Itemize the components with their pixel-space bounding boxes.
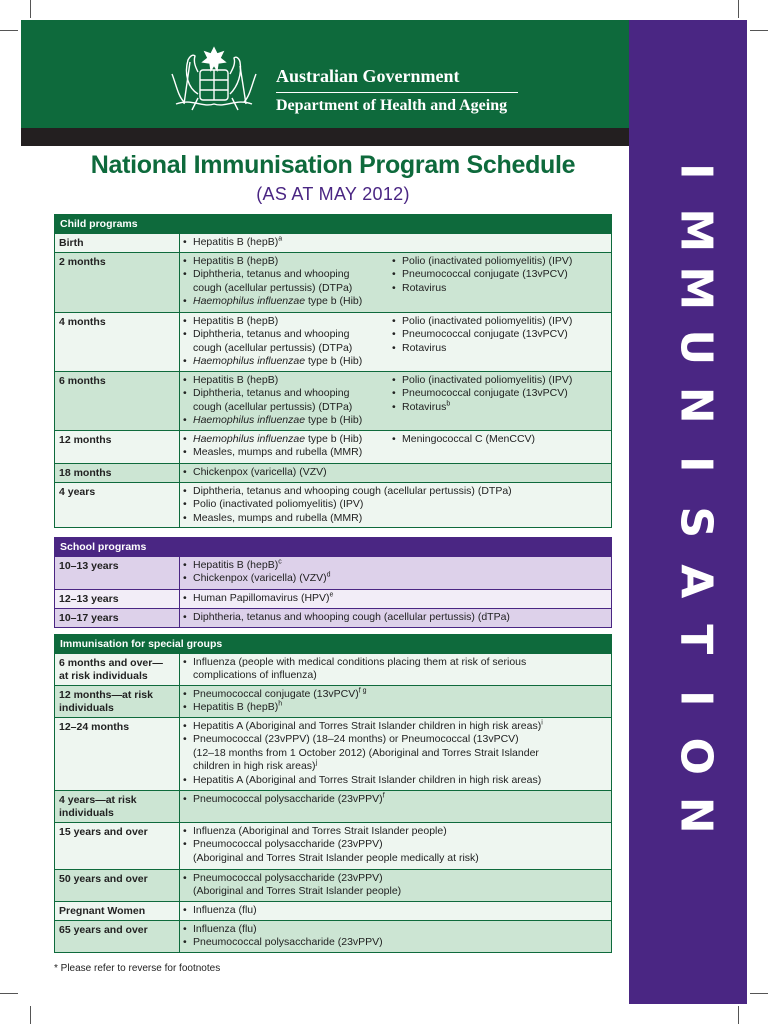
list-item: • Pneumococcal conjugate (13vPCV) [392,328,611,341]
banner-letter: I [670,163,722,180]
list-item: • Diphtheria, tetanus and whooping cough (acellular pertussis) (DTPa) [183,485,611,498]
crop-mark [738,1006,739,1024]
list-item: • Rotavirus [392,342,611,355]
list-item: • Pneumococcal polysaccharide (23vPPV) [183,936,611,949]
row-label: 15 years and over [55,823,180,869]
row-label: 12–24 months [55,718,180,790]
list-item: • Chickenpox (varicella) (VZV)$^d$ [183,572,611,585]
table-row [55,717,611,790]
row-label: 6 months [55,372,180,430]
row-content [180,234,611,252]
table-row [55,608,611,627]
table-row [55,589,611,608]
child-programs-table [54,214,612,528]
banner-letter: N [670,796,722,834]
list-item: • Diphtheria, tetanus and whooping cough (acellular pertussis) (dTPa) [183,611,611,624]
row-content [180,483,611,527]
list-item: • Diphtheria, tetanus and whooping [183,328,392,341]
row-label: 2 months [55,253,180,312]
list-item-continued: (Aboriginal and Torres Strait Islander people medically at risk) [193,851,479,864]
list-item: • Influenza (flu) [183,904,611,917]
side-banner-text [629,142,747,844]
list-item: • Influenza (flu) [183,923,611,936]
list-item: • Polio (inactivated poliomyelitis) (IPV) [183,498,611,511]
row-content [180,590,611,608]
crop-mark [0,30,18,31]
row-content [180,372,611,430]
crop-mark [750,993,768,994]
row-content [180,431,611,463]
row-label: Pregnant Women [55,902,180,920]
list-item: • Pneumococcal conjugate (13vPCV)$^{f g}$ [183,688,611,701]
list-item: • Rotavirus$^b$ [392,401,611,414]
list-item: • Hepatitis B (hepB)$^c$ [183,559,611,572]
row-content [180,823,611,869]
list-item-continued: cough (acellular pertussis) (DTPa) [193,400,353,413]
list-item: • Rotavirus [392,282,611,295]
row-content [180,253,611,312]
list-item: • Haemophilus influenzae type b (Hib) [183,355,392,368]
table-row [55,653,611,685]
crop-mark [750,30,768,31]
list-item: • Hepatitis B (hepB)$^h$ [183,701,611,714]
row-label: 10–13 years [55,557,180,589]
list-item: • Influenza (people with medical conditions placing them at risk of serious [183,656,611,669]
row-label: Birth [55,234,180,252]
list-item-continued: cough (acellular pertussis) (DTPa) [193,281,353,294]
list-item: • Haemophilus influenzae type b (Hib) [183,414,392,427]
row-label: 12 months [55,431,180,463]
table-row [55,430,611,463]
row-content [180,654,611,685]
row-label: 10–17 years [55,609,180,627]
crop-mark [30,1006,31,1024]
row-label: 12–13 years [55,590,180,608]
table-row [55,252,611,312]
table-row [55,312,611,371]
section-heading: Immunisation for special groups [55,635,611,653]
government-title: Australian Government [276,66,460,86]
list-item: • Pneumococcal polysaccharide (23vPPV) [183,872,611,885]
banner-letter: O [670,737,722,775]
row-content [180,718,611,790]
list-item-continued: complications of influenza) [193,669,317,682]
page-title: National Immunisation Program Schedule [90,151,576,179]
table-row [55,371,611,430]
list-item: • Meningococcal C (MenCCV) [392,433,611,446]
school-programs-table [54,537,612,628]
banner-letter: T [670,624,722,655]
list-item: • Measles, mumps and rubella (MMR) [183,446,392,459]
list-item: • Pneumococcal polysaccharide (23vPPV) [183,838,611,851]
list-item: • Pneumococcal (23vPPV) (18–24 months) or Pneumococcal (13vPCV) [183,733,611,746]
banner-letter: M [670,207,722,252]
crop-mark [0,993,18,994]
row-content [180,902,611,920]
table-row [55,685,611,717]
banner-letter: S [670,506,722,539]
list-item: • Diphtheria, tetanus and whooping [183,268,392,281]
coat-of-arms-icon [162,44,266,116]
table-row [55,556,611,589]
row-label: 18 months [55,464,180,482]
row-label: 4 years [55,483,180,527]
table-row [55,901,611,920]
row-content [180,313,611,371]
row-content [180,464,611,482]
footnote: * Please refer to reverse for footnotes [54,963,221,974]
banner-letter: M [670,266,722,311]
crop-mark [738,0,739,18]
list-item: • Hepatitis B (hepB) [183,315,392,328]
list-item: • Hepatitis A (Aboriginal and Torres Strait Islander children in high risk areas)$^i$ [183,720,611,733]
list-item: • Hepatitis B (hepB) [183,374,392,387]
list-item: • Diphtheria, tetanus and whooping [183,387,392,400]
list-item: • Pneumococcal conjugate (13vPCV) [392,387,611,400]
table-row [55,482,611,527]
list-item: • Hepatitis A (Aboriginal and Torres Strait Islander children in high risk areas) [183,774,611,787]
list-item: • Haemophilus influenzae type b (Hib) [183,433,392,446]
row-content [180,557,611,589]
row-label: 4 years—at risk individuals [55,791,180,822]
table-row [55,233,611,252]
list-item: • Pneumococcal polysaccharide (23vPPV)$^f$ [183,793,611,806]
row-label: 6 months and over— at risk individuals [55,654,180,685]
header-divider [276,92,518,93]
section-heading: Child programs [55,215,611,233]
banner-letter: I [670,689,722,706]
banner-letter: N [670,386,722,424]
row-label: 4 months [55,313,180,371]
list-item: • Haemophilus influenzae type b (Hib) [183,295,392,308]
list-item: • Influenza (Aboriginal and Torres Strait Islander people) [183,825,611,838]
row-content [180,609,611,627]
list-item-continued: children in high risk areas)$^j$ [193,759,318,773]
page-subtitle: (AS AT MAY 2012) [256,184,410,204]
list-item-continued: (12–18 months from 1 October 2012) (Aboriginal and Torres Strait Islander [193,746,539,759]
banner-letter: I [670,455,722,472]
list-item: • Polio (inactivated poliomyelitis) (IPV) [392,315,611,328]
banner-letter: U [670,328,722,365]
special-groups-table [54,634,612,953]
list-item-continued: cough (acellular pertussis) (DTPa) [193,341,353,354]
section-heading: School programs [55,538,611,556]
row-content [180,870,611,901]
table-row [55,822,611,869]
list-item: • Pneumococcal conjugate (13vPCV) [392,268,611,281]
list-item-continued: (Aboriginal and Torres Strait Islander people) [193,885,402,898]
row-label: 12 months—at risk individuals [55,686,180,717]
list-item: • Polio (inactivated poliomyelitis) (IPV) [392,374,611,387]
table-row [55,869,611,901]
list-item: • Chickenpox (varicella) (VZV) [183,466,392,479]
list-item: • Hepatitis B (hepB)$^a$ [183,236,392,249]
banner-letter: A [670,563,722,598]
crop-mark [30,0,31,18]
row-label: 65 years and over [55,921,180,952]
list-item: • Measles, mumps and rubella (MMR) [183,512,611,525]
row-content [180,686,611,717]
table-row [55,920,611,952]
department-name: Department of Health and Ageing [276,97,508,114]
header-stripe [21,128,629,146]
row-label: 50 years and over [55,870,180,901]
list-item: • Human Papillomavirus (HPV)$^e$ [183,592,611,605]
table-row [55,790,611,822]
table-row [55,463,611,482]
list-item: • Hepatitis B (hepB) [183,255,392,268]
row-content [180,921,611,952]
list-item: • Polio (inactivated poliomyelitis) (IPV) [392,255,611,268]
row-content [180,791,611,822]
